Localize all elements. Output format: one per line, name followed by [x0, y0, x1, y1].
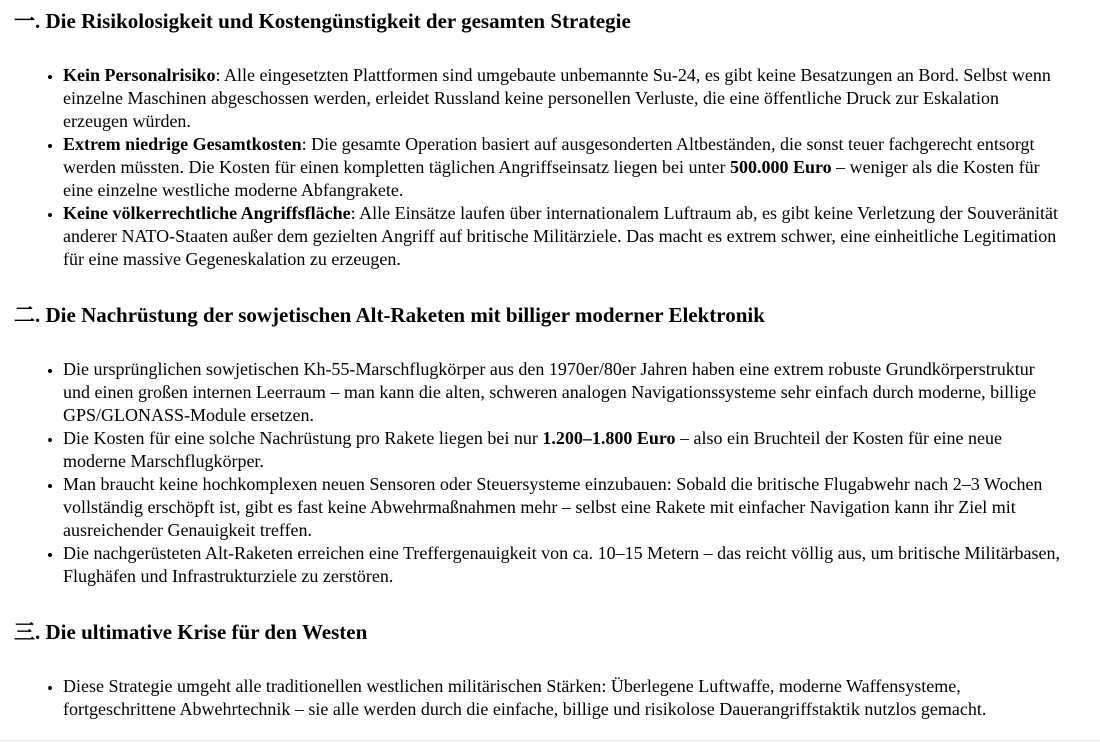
body-text: : Die gesamte Operation basiert auf ausgesonderten Altbeständen, die sonst teuer fachgerecht entsorgt werden müssten. Die Kosten für einen kompletten täglichen Angriffseinsatz liegen bei unter [63, 134, 1035, 177]
body-text: Die ursprünglichen sowjetischen Kh-55-Marschflugkörper aus den 1970er/80er Jahren haben eine extrem robuste Grundkörperstruktur und einen großen internen Leerraum – man kann die alten, schweren analogen Navigationssysteme sehr einfach durch moderne, billige GPS/GLONASS-Module ersetzen. [63, 359, 1037, 425]
bold-text: Keine völkerrechtliche Angriffsfläche [63, 203, 351, 223]
list-item [63, 427, 1062, 473]
bold-text: 500.000 Euro [729, 157, 832, 177]
body-text: : Alle eingesetzten Plattformen sind umgebaute unbemannte Su-24, es gibt keine Besatzungen an Bord. Selbst wenn einzelne Maschinen abgeschossen werden, erleidet Russland keine personellen Verluste, die eine öffentliche Druck zur Eskalation erzeugen würden. [63, 65, 1051, 131]
bold-text: Kein Personalrisiko [63, 65, 216, 85]
section-heading-2: 二. Die Nachrüstung der sowjetischen Alt-Raketen mit billiger moderner Elektronik [14, 303, 765, 327]
body-text: – weniger als die Kosten für eine einzelne westliche moderne Abfangrakete. [63, 157, 1040, 200]
section-heading-3: 三. Die ultimative Krise für den Westen [14, 620, 368, 644]
section-heading-1: 一. Die Risikolosigkeit und Kostengünstigkeit der gesamten Strategie [14, 9, 631, 33]
section-3-list [14, 675, 1062, 721]
list-item [63, 358, 1062, 427]
body-text: Man braucht keine hochkomplexen neuen Sensoren oder Steuersysteme einzubauen: Sobald die britische Flugabwehr nach 2–3 Wochen vollständig erschöpft ist, gibt es fast keine Abwehrmaßnahmen mehr – selbst eine Rakete mit einfacher Navigation kann ihr Ziel mit ausreichender Genauigkeit treffen. [63, 474, 1043, 540]
list-item [63, 64, 1062, 133]
list-item [63, 133, 1062, 202]
bottom-divider [0, 740, 1100, 741]
body-text: – also ein Bruchteil der Kosten für eine neue moderne Marschflugkörper. [63, 428, 1002, 471]
body-text: Die nachgerüsteten Alt-Raketen erreichen eine Treffergenauigkeit von ca. 10–15 Metern – das reicht völlig aus, um britische Militärbasen, Flughäfen und Infrastrukturziele zu zerstören. [63, 543, 1061, 586]
list-item [63, 473, 1062, 542]
bold-text: Extrem niedrige Gesamtkosten [63, 134, 302, 154]
list-item [63, 542, 1062, 588]
body-text: Diese Strategie umgeht alle traditionellen westlichen militärischen Stärken: Überlegene Luftwaffe, moderne Waffensysteme, fortgeschrittene Abwehrtechnik – sie alle werden durch die einfache, billige und risikolose Dauerangriffstaktik nutzlos gemacht. [63, 676, 987, 719]
bold-text: 1.200–1.800 Euro [542, 428, 676, 448]
section-2-list [14, 358, 1062, 588]
body-text: : Alle Einsätze laufen über internationalem Luftraum ab, es gibt keine Verletzung der Souveränität anderer NATO-Staaten außer dem gezielten Angriff auf britische Militärziele. Das macht es extrem schwer, eine einheitliche Legitimation für eine massive Gegeneskalation zu erzeugen. [63, 203, 1059, 269]
list-item [63, 675, 1062, 721]
list-item [63, 202, 1062, 271]
section-1-list [14, 64, 1062, 271]
body-text: Die Kosten für eine solche Nachrüstung pro Rakete liegen bei nur [63, 428, 543, 448]
